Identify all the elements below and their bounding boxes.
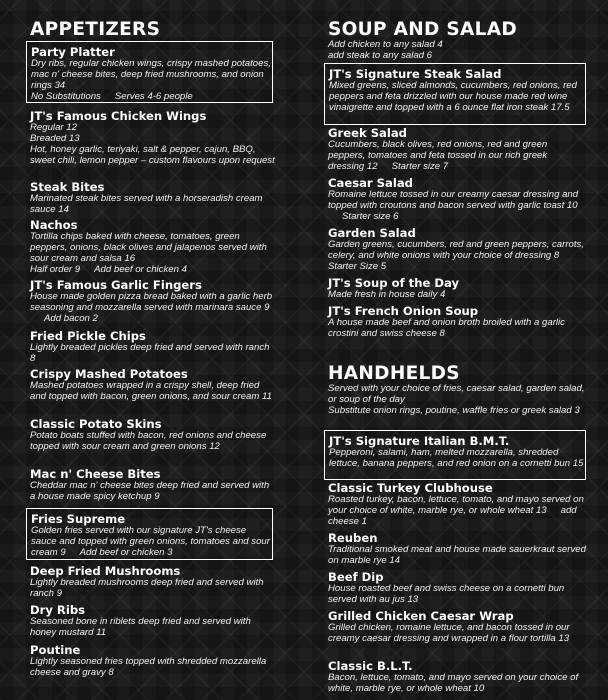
item-name: Caesar Salad [328,176,413,190]
item-description: Hot, honey garlic, teriyaki, salt & pepper, cajun, BBQ, sweet chili, lemon pepper – custom flavours upon request [30,143,275,166]
handhelds-title: HANDHELDS [328,363,460,384]
item-description: Romaine lettuce tossed in our creamy caesar dressing and topped with croutons and bacon served with garlic toast 10Starter size 6 [328,189,579,222]
item-note: No Substitutions Serves 4-6 people [31,90,193,102]
menu-item-chicken-wings [30,109,276,167]
item-description: Cheddar mac n' cheese bites deep fried and served with a house made spicy ketchup 9 [30,480,270,502]
item-name: JT's Famous Chicken Wings [30,109,207,123]
item-name: Classic Turkey Clubhouse [328,481,493,495]
item-description: Bacon, lettuce, tomato, and mayo served on your choice of white, marble rye, or whole wheat 10 [328,672,579,694]
add-chicken-note: Add chicken to any salad 4 [328,39,443,50]
appetizers-title: APPETIZERS [30,19,161,40]
item-name: Classic Potato Skins [30,417,162,431]
item-name: Steak Bites [30,180,105,194]
menu-item-potato-skins [30,417,276,453]
item-name: Nachos [30,218,78,232]
item-name: JT's Signature Steak Salad [329,67,502,81]
item-description: House made golden pizza bread baked with a garlic herb seasoning and mozzarella served with marinara sauce 9Add bacon 2 [30,291,273,324]
menu-item-caesar-salad [328,176,586,223]
item-description: Lightly breaded mushrooms deep fried and served with ranch 9 [30,577,264,599]
served-with-note: Served with your choice of fries, caesar salad, garden salad, or soup of the day [328,383,585,405]
item-name: Garden Salad [328,226,416,240]
item-description: Grilled chicken, romaine lettuce, and bacon tossed in our creamy caesar dressing and wrapped in a flour tortilla 13 [328,622,570,644]
menu-item-classic-blt [328,659,586,695]
item-description: Lightly breaded pickles deep fried and served with ranch 8 [30,342,270,364]
item-description: Golden fries served with our signature JT's cheese sauce and topped with green onions, tomatoes and sour cream 9 Add beef or chicken 3 [31,525,270,558]
menu-item-pickle-chips [30,329,276,365]
item-name: JT's Famous Garlic Fingers [30,278,202,292]
substitute-note: Substitute onion rings, poutine, waffle fries or greek salad 3 [328,404,580,416]
menu-item-garden-salad [328,226,586,273]
item-name: JT's Signature Italian B.M.T. [329,434,510,448]
item-description: House roasted beef and swiss cheese on a cornetti bun served with au jus 13 [328,583,565,605]
menu-item-signature-steak-salad [324,63,586,125]
item-price-regular: Regular 12 [30,122,77,133]
item-name: Poutine [30,643,81,657]
item-description: Lightly seasoned fries topped with shredded mozzarella cheese and gravy 8 [30,656,267,678]
menu-item-garlic-fingers [30,278,276,325]
item-description: Roasted turkey, bacon, lettuce, tomato, and mayo served on your choice of white, marble rye, or whole wheat 13 add cheese 1 [328,494,584,527]
item-name: Fries Supreme [31,512,126,526]
item-description: Seasoned bone in riblets deep fried and served with honey mustard 11 [30,616,251,638]
add-steak-note: add steak to any salad 6 [328,49,433,61]
menu-item-greek-salad [328,126,586,173]
item-name: Beef Dip [328,570,384,584]
item-name: JT's French Onion Soup [328,304,479,318]
item-description: Cucumbers, black olives, red onions, red and green peppers, tomatoes and feta tossed in our rich greek dressing 12 Starter size 7 [328,139,548,172]
item-price-breaded: Breaded 13 [30,132,80,144]
item-description: Mashed potatoes wrapped in a crispy shell, deep fried and topped with bacon, green onions, and sour cream 11 [30,380,272,402]
menu-item-fries-supreme [26,508,273,560]
item-description: Dry ribs, regular chicken wings, crispy mashed potatoes, mac n' cheese bites, deep fried mushrooms, and onion rings 34 [31,58,271,91]
menu-item-crispy-mashed-potatoes [30,367,276,403]
menu-item-french-onion-soup [328,304,586,340]
item-description: Tortilla chips baked with cheese, tomatoes, green peppers, onions, black olives and jalapenos served with sour cream and salsa 16 [30,231,267,264]
soup-salad-intro [328,40,586,62]
item-description: Made fresh in house daily 4 [328,289,446,300]
soup-salad-title: SOUP AND SALAD [328,19,517,40]
item-name: Classic B.L.T. [328,659,413,673]
item-name: Greek Salad [328,126,407,140]
menu-item-deep-fried-mushrooms [30,564,276,600]
menu-item-chicken-caesar-wrap [328,609,586,645]
menu-item-steak-bites [30,180,276,216]
item-name: Fried Pickle Chips [30,329,146,343]
item-name: Dry Ribs [30,603,86,617]
item-name: Party Platter [31,45,115,59]
menu-item-dry-ribs [30,603,276,639]
item-description: Garden greens, cucumbers, red and green peppers, carrots, celery, and white onions with your choice of dressing 8Starter Size 5 [328,239,584,272]
item-description: Marinated steak bites served with a horseradish cream sauce 14 [30,193,263,215]
item-name: Grilled Chicken Caesar Wrap [328,609,514,623]
item-note: Half order 9 Add beef or chicken 4 [30,263,187,275]
item-description: A house made beef and onion broth broiled with a garlic crostini and swiss cheese 8 [328,317,565,339]
item-name: Mac n' Cheese Bites [30,467,161,481]
menu-item-soup-of-the-day [328,276,586,301]
menu-item-poutine [30,643,276,679]
item-description: Potato boats stuffed with bacon, red onions and cheese topped with sour cream and green onions 12 [30,430,267,452]
item-name: Deep Fried Mushrooms [30,564,181,578]
menu-item-italian-bmt [324,430,586,480]
menu-item-beef-dip [328,570,586,606]
item-name: JT's Soup of the Day [328,276,460,290]
item-description: Mixed greens, sliced almonds, cucumbers, red onions, red peppers and feta drizzled with our house made red wine vinaigrette and topped with a 6 ounce flat iron steak 17.5 [329,80,577,113]
item-description: Pepperoni, salami, ham, melted mozzarella, shredded lettuce, banana peppers, and red onion on a cornetti bun 15 [329,447,584,469]
item-name: Reuben [328,531,378,545]
item-description: Traditional smoked meat and house made sauerkraut served on marble rye 14 [328,544,586,566]
menu-item-reuben [328,531,586,567]
handhelds-intro [328,384,586,417]
item-name: Crispy Mashed Potatoes [30,367,188,381]
menu-item-party-platter [26,41,273,103]
menu-item-mac-cheese-bites [30,467,276,503]
menu-item-turkey-clubhouse [328,481,586,528]
menu-item-nachos [30,218,276,276]
